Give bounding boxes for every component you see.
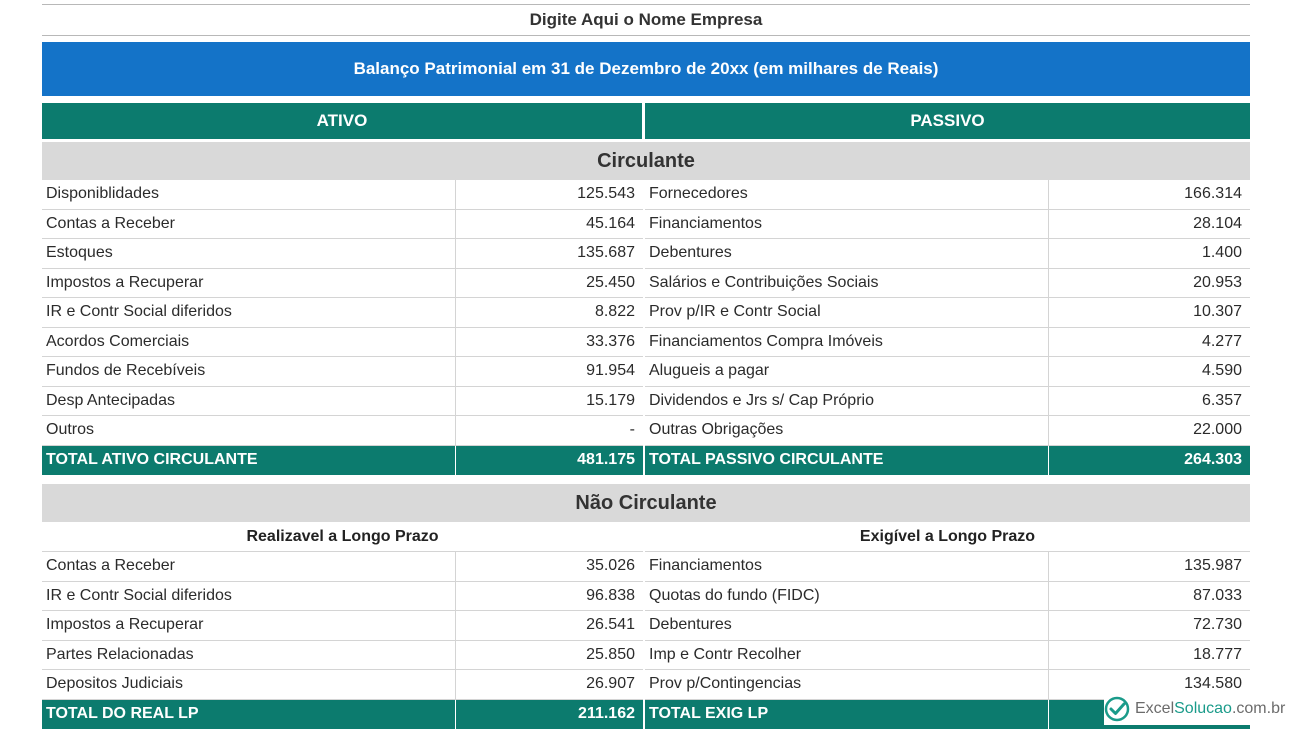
table-circulante-ativo [42,180,643,475]
row-label: Quotas do fundo (FIDC) [645,582,1049,611]
table-row [42,269,643,299]
total-row [42,700,643,729]
table-row [645,328,1250,358]
table-row [42,298,643,328]
table-row [645,269,1250,299]
table-row [645,357,1250,387]
row-value: 35.026 [586,557,635,575]
row-label: Financiamentos [645,552,1049,581]
check-shield-icon [1104,696,1130,722]
table-row [645,416,1250,446]
row-value: 72.730 [1193,616,1242,634]
row-label: Impostos a Recuperar [42,611,456,640]
row-label: Contas a Receber [42,210,456,239]
watermark-logo [1104,693,1296,725]
subheader-realizavel-lp: Realizavel a Longo Prazo [42,522,643,552]
table-row [42,416,643,446]
row-value: 10.307 [1193,303,1242,321]
row-value: 25.850 [586,645,635,663]
row-value: 134.580 [1184,675,1242,693]
row-value: 28.104 [1193,214,1242,232]
section-circulante: Circulante [42,142,1250,180]
row-label: Debentures [645,239,1049,268]
total-row [645,446,1250,475]
row-label: Prov p/Contingencias [645,670,1049,699]
row-value: 96.838 [586,586,635,604]
report-title: Balanço Patrimonial em 31 de Dezembro de 20xx (em milhares de Reais) [42,42,1250,96]
row-label: Impostos a Recuperar [42,269,456,298]
table-row [42,210,643,240]
column-header-passivo: PASSIVO [645,103,1250,139]
row-value: 6.357 [1201,391,1242,409]
total-value: 211.162 [578,705,635,722]
table-row [42,582,643,612]
table-row [42,552,643,582]
total-label: TOTAL ATIVO CIRCULANTE [42,446,456,475]
total-label: TOTAL DO REAL LP [42,700,456,729]
row-label: Salários e Contribuições Sociais [645,269,1049,298]
row-value: 87.033 [1193,586,1242,604]
row-label: Imp e Contr Recolher [645,641,1049,670]
table-row [645,298,1250,328]
row-label: IR e Contr Social diferidos [42,298,456,327]
row-label: Outras Obrigações [645,416,1049,445]
table-row [42,611,643,641]
total-value: 264.303 [1184,451,1242,468]
total-row [42,446,643,475]
table-row [42,328,643,358]
row-value: 8.822 [594,303,635,321]
table-row [42,387,643,417]
row-label: Partes Relacionadas [42,641,456,670]
row-value: 135.687 [577,244,635,262]
row-value: 33.376 [586,332,635,350]
table-row [42,641,643,671]
row-label: Financiamentos [645,210,1049,239]
row-value: 91.954 [586,362,635,380]
table-circulante-passivo [645,180,1250,475]
row-label: Prov p/IR e Contr Social [645,298,1049,327]
row-label: Disponiblidades [42,180,456,209]
row-value: 4.590 [1201,362,1242,380]
table-row [645,239,1250,269]
total-label: TOTAL EXIG LP [645,700,1049,729]
row-label: Acordos Comerciais [42,328,456,357]
row-label: Financiamentos Compra Imóveis [645,328,1049,357]
row-value: 18.777 [1193,645,1242,663]
row-label: Estoques [42,239,456,268]
section-nao-circulante: Não Circulante [42,484,1250,522]
row-label: Desp Antecipadas [42,387,456,416]
row-label: Fundos de Recebíveis [42,357,456,386]
row-value: 1.400 [1201,244,1242,262]
row-label: Contas a Receber [42,552,456,581]
row-value: 135.987 [1184,557,1242,575]
row-label: Debentures [645,611,1049,640]
company-name: Digite Aqui o Nome Empresa [42,4,1250,36]
table-row [645,611,1250,641]
row-value: 26.541 [586,616,635,634]
table-row [42,357,643,387]
column-header-ativo: ATIVO [42,103,642,139]
table-row [645,210,1250,240]
row-label: Depositos Judiciais [42,670,456,699]
row-value: 15.179 [586,391,635,409]
row-value: 125.543 [577,185,635,203]
table-row [645,387,1250,417]
row-value: 4.277 [1201,332,1242,350]
table-row [645,582,1250,612]
table-row [645,552,1250,582]
table-row [42,180,643,210]
row-value: 166.314 [1184,185,1242,203]
table-row [645,641,1250,671]
row-label: IR e Contr Social diferidos [42,582,456,611]
total-label: TOTAL PASSIVO CIRCULANTE [645,446,1049,475]
row-value: 25.450 [586,273,635,291]
row-value: 26.907 [586,675,635,693]
row-label: Dividendos e Jrs s/ Cap Próprio [645,387,1049,416]
row-value: 20.953 [1193,273,1242,291]
table-row [42,670,643,700]
watermark-text: ExcelSolucao.com.br [1135,700,1286,717]
row-value: - [629,421,635,439]
row-value: 22.000 [1193,421,1242,439]
row-label: Fornecedores [645,180,1049,209]
row-value: 45.164 [586,214,635,232]
total-value: 481.175 [577,451,635,468]
row-label: Outros [42,416,456,445]
table-nao-circulante-ativo [42,552,643,729]
table-row [42,239,643,269]
row-label: Alugueis a pagar [645,357,1049,386]
table-row [645,180,1250,210]
subheader-exigivel-lp: Exigível a Longo Prazo [645,522,1250,552]
